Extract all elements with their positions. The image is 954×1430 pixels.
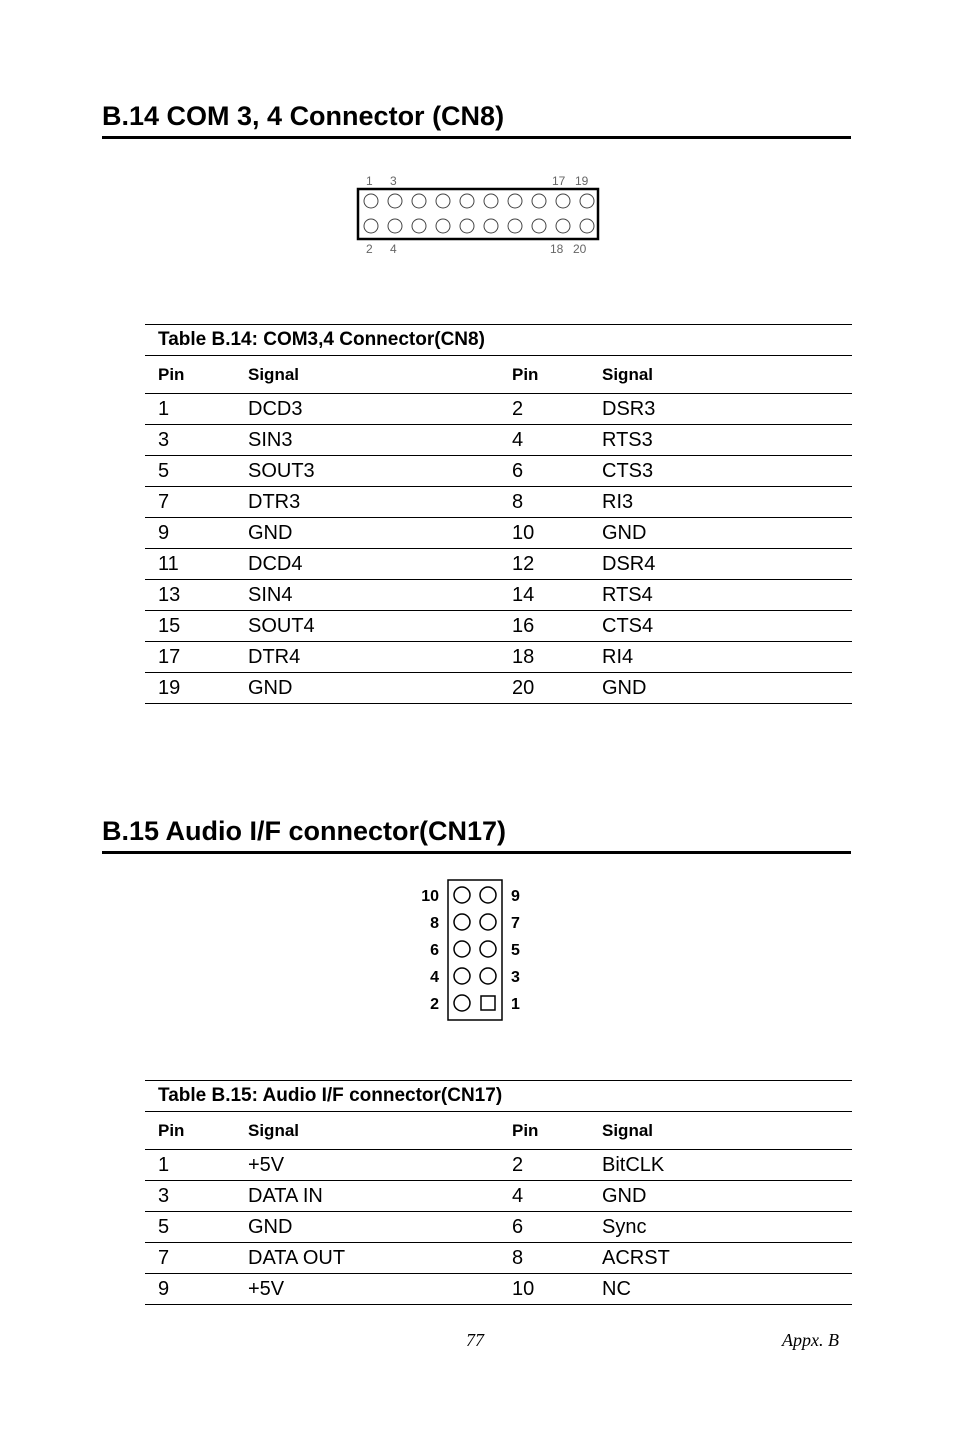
table-cell: CTS4 <box>589 611 852 642</box>
table-cell: 18 <box>499 642 589 673</box>
section-title-com34: B.14 COM 3, 4 Connector (CN8) <box>102 100 851 139</box>
table-row <box>145 487 852 518</box>
pin-circle <box>532 219 546 233</box>
table-row <box>145 611 852 642</box>
column-header: Pin <box>499 1112 589 1150</box>
table-cell: CTS3 <box>589 456 852 487</box>
table-cell: 1 <box>145 1150 235 1181</box>
column-header: Signal <box>235 1112 499 1150</box>
com34-pin-table <box>145 324 852 704</box>
table-cell: 11 <box>145 549 235 580</box>
table-cell: 3 <box>145 425 235 456</box>
pin-label: 2 <box>366 242 373 256</box>
pin-circle <box>412 219 426 233</box>
table-row <box>145 1150 852 1181</box>
audio-pin-table <box>145 1080 852 1305</box>
page-number: 77 <box>466 1330 484 1350</box>
pin-label: 20 <box>573 242 587 256</box>
table-cell: 8 <box>499 1243 589 1274</box>
table-cell: 10 <box>499 1274 589 1305</box>
table-row <box>145 518 852 549</box>
pin-label: 4 <box>430 969 439 986</box>
table-cell: 6 <box>499 456 589 487</box>
table-cell: 10 <box>499 518 589 549</box>
pin-circle <box>580 194 594 208</box>
table-caption: Table B.14: COM3,4 Connector(CN8) <box>145 325 852 356</box>
pin-circle <box>484 219 498 233</box>
table-cell: DATA IN <box>235 1181 499 1212</box>
table-row <box>145 549 852 580</box>
cn17-connector-diagram <box>415 878 525 1022</box>
table-row <box>145 456 852 487</box>
table-cell: Sync <box>589 1212 852 1243</box>
pin-circle <box>454 914 470 930</box>
section-title-audio: B.15 Audio I/F connector(CN17) <box>102 815 851 854</box>
pin-circle <box>480 914 496 930</box>
table-cell: 5 <box>145 1212 235 1243</box>
column-header: Pin <box>499 356 589 394</box>
table-row <box>145 580 852 611</box>
cn8-connector-diagram <box>356 172 600 258</box>
table-cell: 8 <box>499 487 589 518</box>
pin-circle <box>532 194 546 208</box>
table-row <box>145 1212 852 1243</box>
column-header: Pin <box>145 1112 235 1150</box>
table-cell: 4 <box>499 425 589 456</box>
table-cell: 6 <box>499 1212 589 1243</box>
pin-circle <box>508 194 522 208</box>
pin-label: 19 <box>575 174 589 188</box>
table-cell: NC <box>589 1274 852 1305</box>
table-cell: GND <box>589 518 852 549</box>
pin-label: 4 <box>390 242 397 256</box>
pin-label: 3 <box>390 174 397 188</box>
table-row <box>145 1243 852 1274</box>
table-cell: SIN4 <box>235 580 499 611</box>
table-cell: 3 <box>145 1181 235 1212</box>
table-cell: 15 <box>145 611 235 642</box>
table-cell: RI3 <box>589 487 852 518</box>
table-cell: GND <box>589 673 852 704</box>
pin-circle <box>412 194 426 208</box>
table-body <box>145 1150 852 1305</box>
table-caption: Table B.15: Audio I/F connector(CN17) <box>145 1081 852 1112</box>
table-cell: ACRST <box>589 1243 852 1274</box>
table-cell: 2 <box>499 1150 589 1181</box>
table-cell: DCD3 <box>235 394 499 425</box>
pin-circle <box>454 887 470 903</box>
pin-circle <box>388 219 402 233</box>
table-cell: 9 <box>145 518 235 549</box>
table-cell: DCD4 <box>235 549 499 580</box>
table-cell: BitCLK <box>589 1150 852 1181</box>
pin-label: 10 <box>421 888 439 905</box>
table-cell: RTS4 <box>589 580 852 611</box>
table-row <box>145 425 852 456</box>
table-cell: 13 <box>145 580 235 611</box>
table-row <box>145 1274 852 1305</box>
pin-circle <box>484 194 498 208</box>
column-header: Pin <box>145 356 235 394</box>
table-row <box>145 673 852 704</box>
table-cell: DSR4 <box>589 549 852 580</box>
table-cell: +5V <box>235 1274 499 1305</box>
pin-circle <box>480 968 496 984</box>
pin-label: 7 <box>511 915 520 932</box>
table-cell: 20 <box>499 673 589 704</box>
pin-circle <box>480 941 496 957</box>
pin-label: 1 <box>511 996 520 1013</box>
table-cell: DTR3 <box>235 487 499 518</box>
table-cell: GND <box>235 673 499 704</box>
appendix-label: Appx. B <box>782 1330 839 1350</box>
cn8-connector-body <box>358 189 598 239</box>
pin-label: 8 <box>430 915 439 932</box>
pin-circle <box>556 194 570 208</box>
table-row <box>145 394 852 425</box>
pin-label: 18 <box>550 242 564 256</box>
table-row <box>145 642 852 673</box>
table-cell: DSR3 <box>589 394 852 425</box>
pin-label: 1 <box>366 174 373 188</box>
pin-circle <box>454 968 470 984</box>
pin-circle <box>454 995 470 1011</box>
pin-circle <box>580 219 594 233</box>
pin-label: 9 <box>511 888 520 905</box>
table-cell: 7 <box>145 1243 235 1274</box>
pin-circle <box>454 941 470 957</box>
table-row <box>145 1181 852 1212</box>
pin-label: 17 <box>552 174 566 188</box>
pin-circle <box>480 887 496 903</box>
column-header: Signal <box>589 1112 852 1150</box>
table-cell: 17 <box>145 642 235 673</box>
table-cell: DTR4 <box>235 642 499 673</box>
table-cell: 4 <box>499 1181 589 1212</box>
pin-circle <box>364 194 378 208</box>
table-cell: SIN3 <box>235 425 499 456</box>
pin-circle <box>436 194 450 208</box>
pin-label: 2 <box>430 996 439 1013</box>
pin-circle <box>556 219 570 233</box>
pin-circle <box>364 219 378 233</box>
table-cell: 19 <box>145 673 235 704</box>
table-cell: 9 <box>145 1274 235 1305</box>
table-cell: 1 <box>145 394 235 425</box>
table-cell: SOUT4 <box>235 611 499 642</box>
table-cell: GND <box>235 518 499 549</box>
table-cell: SOUT3 <box>235 456 499 487</box>
pin-circle <box>508 219 522 233</box>
table-body <box>145 394 852 704</box>
pin-label: 6 <box>430 942 439 959</box>
table-cell: 2 <box>499 394 589 425</box>
pin-circle <box>388 194 402 208</box>
table-cell: +5V <box>235 1150 499 1181</box>
pin-square <box>481 996 495 1010</box>
pin-circle <box>460 194 474 208</box>
table-cell: DATA OUT <box>235 1243 499 1274</box>
table-cell: 12 <box>499 549 589 580</box>
table-cell: 16 <box>499 611 589 642</box>
column-header: Signal <box>235 356 499 394</box>
table-cell: RI4 <box>589 642 852 673</box>
pin-circle <box>460 219 474 233</box>
pin-circle <box>436 219 450 233</box>
pin-label: 3 <box>511 969 520 986</box>
table-cell: GND <box>589 1181 852 1212</box>
table-cell: 14 <box>499 580 589 611</box>
table-cell: 7 <box>145 487 235 518</box>
table-cell: RTS3 <box>589 425 852 456</box>
pin-label: 5 <box>511 942 520 959</box>
table-cell: 5 <box>145 456 235 487</box>
table-cell: GND <box>235 1212 499 1243</box>
column-header: Signal <box>589 356 852 394</box>
